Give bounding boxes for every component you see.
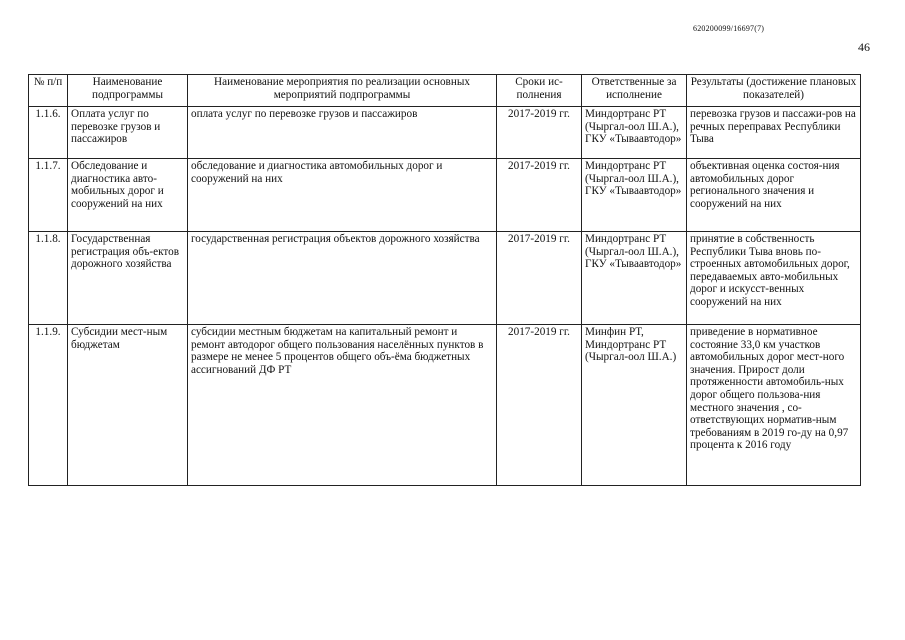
row-results: перевозка грузов и пассажи-ров на речных переправах Республики Тыва [687, 107, 861, 159]
table-row [29, 232, 861, 325]
row-number: 1.1.9. [29, 325, 68, 486]
table-row [29, 325, 861, 486]
table-header-row [29, 75, 861, 107]
row-subprogram: Субсидии мест-ным бюджетам [68, 325, 188, 486]
row-activity: субсидии местным бюджетам на капитальный ремонт и ремонт автодорог общего пользования населённых пунктов в размере не менее 5 процентов общего объ-ёма бюджетных ассигнований ДФ РТ [188, 325, 497, 486]
row-subprogram: Обследование и диагностика авто-мобильных дорог и сооружений на них [68, 159, 188, 232]
row-dates: 2017-2019 гг. [497, 107, 582, 159]
table-row [29, 107, 861, 159]
header-number: № п/п [29, 75, 68, 107]
row-responsible: Минфин РТ, Миндортранс РТ (Чыргал-оол Ш.А.) [582, 325, 687, 486]
document-id: 620200099/16697(7) [693, 24, 765, 33]
row-results: принятие в собственность Республики Тыва вновь по-строенных автомобильных дорог, передаваемых авто-мобильных дорог и искусст-венных сооружений на них [687, 232, 861, 325]
header-dates: Сроки ис-полнения [497, 75, 582, 107]
table-row [29, 159, 861, 232]
row-responsible: Миндортранс РТ (Чыргал-оол Ш.А.), ГКУ «Тываавтодор» [582, 107, 687, 159]
row-dates: 2017-2019 гг. [497, 159, 582, 232]
row-activity: обследование и диагностика автомобильных дорог и сооружений на них [188, 159, 497, 232]
header-responsible: Ответственные за исполнение [582, 75, 687, 107]
page-number: 46 [858, 40, 870, 54]
activities-table [28, 74, 861, 486]
header-subprogram: Наименование подпрограммы [68, 75, 188, 107]
header-activity: Наименование мероприятия по реализации основных мероприятий подпрограммы [188, 75, 497, 107]
row-subprogram: Оплата услуг по перевозке грузов и пассажиров [68, 107, 188, 159]
header-results: Результаты (достижение плановых показателей) [687, 75, 861, 107]
row-responsible: Миндортранс РТ (Чыргал-оол Ш.А.), ГКУ «Тываавтодор» [582, 159, 687, 232]
row-dates: 2017-2019 гг. [497, 232, 582, 325]
row-results: приведение в нормативное состояние 33,0 км участков автомобильных дорог мест-ного значения. Прирост доли протяженности автомобиль-ных дорог общего пользова-ния местного значения , со-ответствующих норматив-ным требованиям в 2019 го-ду на 0,97 процента к 2016 году [687, 325, 861, 486]
row-responsible: Миндортранс РТ (Чыргал-оол Ш.А.), ГКУ «Тываавтодор» [582, 232, 687, 325]
row-number: 1.1.7. [29, 159, 68, 232]
row-subprogram: Государственная регистрация объ-ектов дорожного хозяйства [68, 232, 188, 325]
row-dates: 2017-2019 гг. [497, 325, 582, 486]
row-results: объективная оценка состоя-ния автомобильных дорог регионального значения и сооружений на них [687, 159, 861, 232]
row-activity: государственная регистрация объектов дорожного хозяйства [188, 232, 497, 325]
row-activity: оплата услуг по перевозке грузов и пассажиров [188, 107, 497, 159]
row-number: 1.1.6. [29, 107, 68, 159]
row-number: 1.1.8. [29, 232, 68, 325]
